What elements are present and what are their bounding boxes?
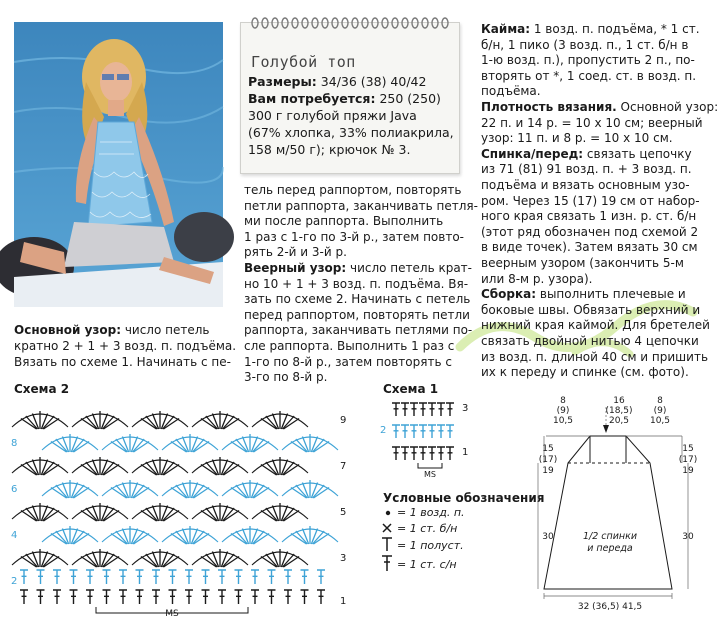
mid-col-line: 1-го по 8-й р., затем повторять с	[244, 354, 452, 369]
double-crochet-mark	[401, 447, 409, 460]
double-crochet-mark	[235, 570, 243, 584]
dim-bottom-width: 32 (36,5) 41,5	[577, 602, 643, 612]
mid-col-line: Веерный узор: число петель крат-	[244, 261, 472, 275]
double-crochet-mark	[152, 570, 160, 584]
mid-col-line: 3-го по 8-й р.	[244, 370, 328, 385]
mid-col-line: сле раппорта. Выполнить 1 раз с	[244, 339, 455, 353]
row-number-right: 1	[340, 596, 347, 607]
double-crochet-mark	[419, 425, 427, 438]
mid-col-line: рять 2-й и 3-й р.	[244, 245, 347, 260]
pattern-label-1: 1/2 спинки	[582, 531, 638, 542]
double-crochet-mark	[446, 447, 454, 460]
double-crochet-mark	[410, 425, 418, 438]
legend-item-single-crochet: = 1 ст. б/н	[397, 522, 458, 535]
right-col-line: из 71 (81) 91 возд. п. + 3 возд. п.	[481, 162, 692, 177]
single-crochet-icon	[381, 521, 393, 535]
left-col-line: Вязать по схеме 1. Начинать с пе-	[14, 354, 231, 369]
right-col-line: их к переду и спинке (см. фото).	[481, 365, 689, 380]
double-crochet-icon	[381, 554, 393, 572]
garment-pattern-diagram	[530, 393, 699, 627]
row-number-left: 8	[11, 438, 18, 449]
dim-length-left: 30	[542, 532, 554, 542]
mid-col-line: 1 раз с 1-го по 3-й р., затем повто-	[244, 229, 464, 244]
legend-title: Условные обозначения	[383, 491, 545, 505]
right-col-line: вторять от *, 1 соед. ст. в возд. п.	[481, 68, 697, 83]
dim-side-right-3: 19	[682, 466, 694, 476]
right-col-line: Кайма: 1 возд. п. подъёма, * 1 ст.	[481, 22, 700, 36]
right-col-line: подъёма и вязать основным узо-	[481, 178, 690, 192]
right-col-line: связать двойной нитью 4 цепочки	[481, 334, 699, 348]
double-crochet-mark	[136, 570, 144, 584]
double-crochet-mark	[37, 570, 45, 584]
right-col-line: ного края связать 1 изн. р. ст. б/н	[481, 209, 697, 224]
double-crochet-mark	[20, 570, 28, 584]
double-crochet-mark	[437, 403, 445, 416]
mid-col-line: ми после раппорта. Выполнить	[244, 214, 444, 229]
row-number-right: 3	[340, 553, 347, 564]
right-col-line: подъёма.	[481, 84, 541, 99]
double-crochet-mark	[268, 570, 276, 584]
double-crochet-mark	[185, 570, 193, 584]
double-crochet-mark	[169, 590, 177, 604]
yarn-line-2: (67% хлопка, 33% полиакрила,	[248, 125, 454, 140]
mid-col-line: перед раппортом, повторять петли	[244, 307, 470, 322]
double-crochet-mark	[53, 590, 61, 604]
scheme-2-chart	[10, 395, 355, 620]
spiral-binding	[247, 17, 455, 29]
dim-top-right-2: (9)	[653, 406, 667, 416]
double-crochet-mark	[37, 590, 45, 604]
double-crochet-mark	[70, 570, 78, 584]
left-col-line: кратно 2 + 1 + 3 возд. п. подъёма.	[14, 338, 237, 353]
double-crochet-mark	[437, 447, 445, 460]
double-crochet-mark	[428, 425, 436, 438]
double-crochet-mark	[446, 425, 454, 438]
double-crochet-mark	[428, 447, 436, 460]
right-col-line: 22 п. и 14 р. = 10 х 10 см; веерный	[481, 115, 703, 130]
dim-top-right-1: 8	[657, 396, 663, 406]
model-photo	[14, 22, 223, 307]
repeat-label: MS	[424, 470, 436, 479]
row-number-right: 5	[340, 507, 347, 518]
chain-stitch-icon	[383, 507, 395, 519]
right-col-line: боковые швы. Обвязать верхний и	[481, 302, 701, 317]
right-col-line: веерным узором (закончить 5-м	[481, 256, 684, 270]
dim-side-left-1: 15	[542, 444, 554, 454]
row-number-right: 3	[462, 403, 469, 414]
double-crochet-mark	[70, 590, 78, 604]
right-col-line: Сборка: выполнить плечевые и	[481, 287, 686, 302]
double-crochet-mark	[392, 403, 400, 416]
double-crochet-mark	[218, 570, 226, 584]
dim-top-right-3: 10,5	[649, 416, 671, 426]
dim-length-right: 30	[682, 532, 694, 542]
double-crochet-mark	[103, 590, 111, 604]
dim-side-left-2: (17)	[538, 455, 558, 465]
double-crochet-mark	[437, 425, 445, 438]
double-crochet-mark	[103, 570, 111, 584]
double-crochet-mark	[251, 590, 259, 604]
spec-card	[240, 22, 460, 174]
need-line: Вам потребуется: 250 (250)	[248, 91, 441, 106]
yarn-line-3: 158 м/50 г); крючок № 3.	[248, 142, 411, 157]
double-crochet-mark	[185, 590, 193, 604]
double-crochet-mark	[446, 403, 454, 416]
right-col-line: узор: 11 п. и 8 р. = 10 х 10 см.	[481, 131, 673, 146]
double-crochet-mark	[152, 590, 160, 604]
legend-item-chain: = 1 возд. п.	[397, 506, 465, 519]
dim-top-left-1: 8	[560, 396, 566, 406]
double-crochet-mark	[317, 590, 325, 604]
double-crochet-mark	[284, 570, 292, 584]
mid-col-line: раппорта, заканчивать петлями по-	[244, 323, 473, 338]
double-crochet-mark	[169, 570, 177, 584]
repeat-bracket	[418, 463, 442, 468]
double-crochet-mark	[284, 590, 292, 604]
dim-side-right-2: (17)	[678, 455, 698, 465]
row-number-left: 6	[11, 484, 18, 495]
dim-top-left-3: 10,5	[552, 416, 574, 426]
half-double-crochet-icon	[381, 536, 393, 552]
double-crochet-mark	[86, 590, 94, 604]
double-crochet-mark	[268, 590, 276, 604]
double-crochet-mark	[251, 570, 259, 584]
dim-top-mid-3: 20,5	[608, 416, 630, 426]
double-crochet-mark	[136, 590, 144, 604]
double-crochet-mark	[202, 570, 210, 584]
double-crochet-mark	[419, 447, 427, 460]
right-col-line: в виде точек). Затем вязать 30 см	[481, 240, 698, 255]
double-crochet-mark	[301, 570, 309, 584]
dim-top-mid-2: (18,5)	[605, 406, 633, 416]
dim-side-left-3: 19	[542, 466, 554, 476]
mid-col-line: но 10 + 1 + 3 возд. п. подъёма. Вя-	[244, 276, 469, 291]
double-crochet-mark	[419, 403, 427, 416]
double-crochet-mark	[235, 590, 243, 604]
double-crochet-mark	[218, 590, 226, 604]
double-crochet-mark	[86, 570, 94, 584]
row-number-left: 4	[11, 530, 18, 541]
repeat-label: MS	[165, 609, 179, 619]
mid-col-line: зать по схеме 2. Начинать с петель	[244, 292, 471, 307]
right-col-line: 1-ю возд. п.), пропустить 2 п., по-	[481, 53, 695, 68]
double-crochet-mark	[53, 570, 61, 584]
left-col-line: Основной узор: число петель	[14, 323, 210, 337]
double-crochet-mark	[202, 590, 210, 604]
right-col-line: (этот ряд обозначен под схемой 2	[481, 224, 699, 239]
double-crochet-mark	[20, 590, 28, 604]
right-col-line: ром. Через 15 (17) 19 см от набор-	[481, 193, 700, 208]
double-crochet-mark	[401, 425, 409, 438]
double-crochet-mark	[428, 403, 436, 416]
legend-item-half-double: = 1 полуст.	[397, 539, 464, 552]
pattern-label-2: и переда	[587, 543, 633, 554]
double-crochet-mark	[410, 403, 418, 416]
sizes-line: Размеры: 34/36 (38) 40/42	[248, 74, 427, 89]
row-number-right: 7	[340, 461, 347, 472]
row-number-left: 2	[380, 425, 387, 436]
double-crochet-mark	[410, 447, 418, 460]
mid-col-line: тель перед раппортом, повторять	[244, 183, 462, 197]
double-crochet-mark	[392, 425, 400, 438]
yarn-line-1: 300 г голубой пряжи Java	[248, 108, 417, 123]
double-crochet-mark	[392, 447, 400, 460]
dim-side-right-1: 15	[682, 444, 694, 454]
row-number-left: 2	[11, 576, 18, 587]
double-crochet-mark	[119, 590, 127, 604]
scheme-1-title: Схема 1	[383, 382, 439, 396]
row-number-right: 9	[340, 415, 347, 426]
double-crochet-mark	[119, 570, 127, 584]
right-col-line: Спинка/перед: связать цепочку	[481, 146, 692, 161]
right-col-line: из возд. п. длиной 40 см и пришить	[481, 349, 709, 364]
right-col-line: нижний края каймой. Для бретелей	[481, 318, 710, 333]
double-crochet-mark	[301, 590, 309, 604]
double-crochet-mark	[401, 403, 409, 416]
right-col-line: б/н, 1 пико (3 возд. п., 1 ст. б/н в	[481, 37, 689, 52]
dim-top-mid-1: 16	[613, 396, 625, 406]
scheme-2-title: Схема 2	[14, 382, 70, 396]
scheme-1-chart	[378, 395, 478, 480]
page-title: Голубой топ	[251, 53, 356, 71]
dim-top-left-2: (9)	[556, 406, 570, 416]
row-number-right: 1	[462, 447, 469, 458]
double-crochet-mark	[317, 570, 325, 584]
legend-item-double-crochet: = 1 ст. с/н	[397, 558, 457, 571]
right-col-line: Плотность вязания. Основной узор:	[481, 100, 718, 114]
right-col-line: или 8-м р. узора).	[481, 271, 593, 286]
mid-col-line: петли раппорта, заканчивать петля-	[244, 198, 478, 213]
